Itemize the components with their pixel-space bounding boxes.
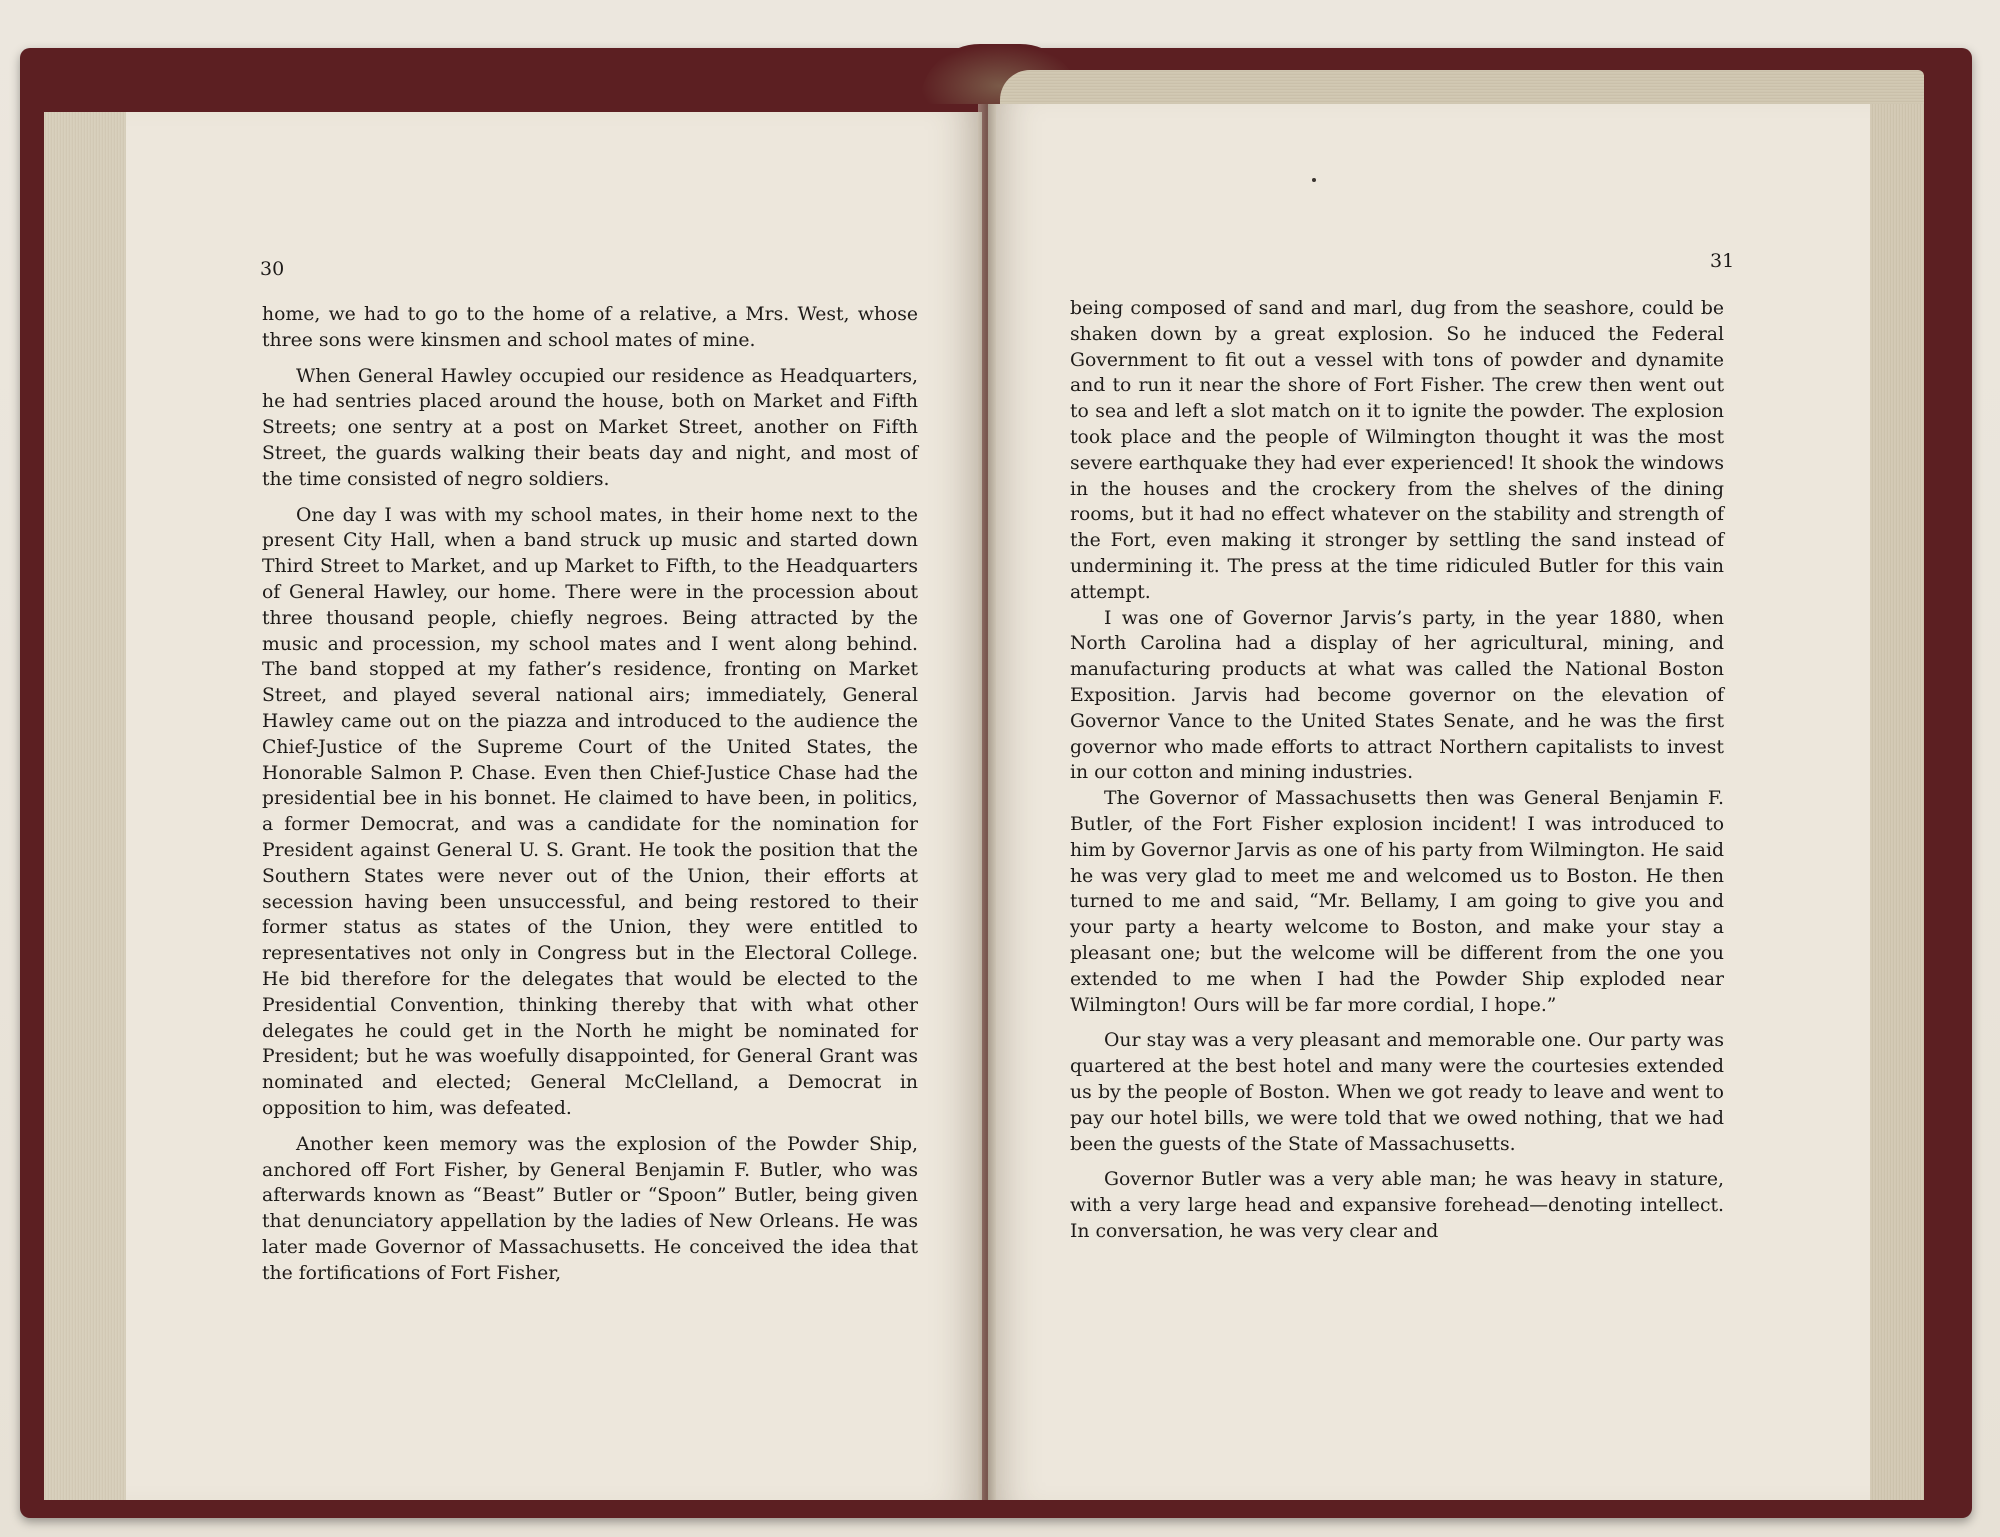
paragraph: Another keen memory was the explosion of the Powder Ship, anchored off Fort Fisher, by General Benjamin F. Butler, who was afterwards known as “Beast” Butler or “Spoon” Butler, being given that denunciatory appellation by the ladies of New Orleans. He was later made Governor of Massachusetts. He conceived the idea that the fortifications of Fort Fisher, bbox=[262, 1133, 918, 1284]
page-edges-right bbox=[1868, 104, 1924, 1500]
paragraph: Governor Butler was a very able man; he was heavy in stature, with a very large head and expansive forehead—denoting intellect. In conversation, he was very clear and bbox=[1070, 1169, 1724, 1242]
paragraph: The Governor of Massachusetts then was General Benjamin F. Butler, of the Fort Fisher explosion incident! I was introduced to him by Governor Jarvis as one of his party from Wilmington. He said he was very glad to meet me and welcomed us to Boston. He then turned to me and said, “Mr. Bellamy, I am going to give you and your party a hearty welcome to Boston, and make your stay a pleasant one; but the welcome will be different from the one you extended to me when I had the Powder Ship exploded near Wilmington! Ours will be far more cordial, I hope.” bbox=[1070, 788, 1724, 1016]
right-page bbox=[988, 104, 1870, 1500]
page-edges-left bbox=[44, 112, 134, 1500]
paragraph: being composed of sand and marl, dug from the seashore, could be shaken down by a great explosion. So he induced the Federal Government to fit out a vessel with tons of powder and dynamite and to run it near the shore of Fort Fisher. The crew then went out to sea and left a slot match on it to ignite the powder. The explosion took place and the people of Wilmington thought it was the most severe earthquake they had ever experienced! It shook the windows in the houses and the crockery from the shelves of the dining rooms, but it had no effect whatever on the stability and strength of the Fort, even making it stronger by settling the sand instead of undermining it. The press at the time ridiculed Butler for this vain attempt. bbox=[1070, 298, 1724, 603]
page-number-left: 30 bbox=[260, 258, 285, 280]
left-page-text bbox=[262, 302, 918, 1286]
right-page-text bbox=[1070, 296, 1724, 1245]
left-page bbox=[126, 112, 982, 1500]
paragraph: Our stay was a very pleasant and memorable one. Our party was quartered at the best hotel and many were the courtesies extended us by the people of Boston. When we got ready to leave and went to pay our hotel bills, we were told that we owed nothing, that we had been the guests of the State of Massachusetts. bbox=[1070, 1030, 1724, 1155]
paragraph: I was one of Governor Jarvis’s party, in the year 1880, when North Carolina had a display of her agricultural, mining, and manufacturing products at what was called the National Boston Exposition. Jarvis had become governor on the elevation of Governor Vance to the United States Senate, and he was the first governor who made efforts to attract Northern capitalists to invest in our cotton and mining industries. bbox=[1070, 607, 1724, 784]
paragraph: One day I was with my school mates, in their home next to the present City Hall, when a band struck up music and started down Third Street to Market, and up Market to Fifth, to the Headquarters of General Hawley, our home. There were in the procession about three thousand people, chiefly negroes. Being attracted by the music and procession, my school mates and I went along behind. The band stopped at my father’s residence, fronting on Market Street, and played several national airs; immediately, General Hawley came out on the piazza and introduced to the audience the Chief-Justice of the Supreme Court of the United States, the Honorable Salmon P. Chase. Even then Chief-Justice Chase had the presidential bee in his bonnet. He claimed to have been, in politics, a former Democrat, and was a candidate for the nomination for President against General U. S. Grant. He took the position that the Southern States were never out of the Union, their efforts at secession having been unsuccessful, and being restored to their former status as states of the Union, they were entitled to representatives not only in Congress but in the Electoral College. He bid therefore for the delegates that would be elected to the Presidential Convention, thinking thereby that with what other delegates he could get in the North he might be nominated for President; but he was woefully disappointed, for General Grant was nominated and elected; General McClelland, a Democrat in opposition to him, was defeated. bbox=[262, 504, 918, 1119]
book-gutter bbox=[978, 104, 996, 1500]
paragraph: home, we had to go to the home of a relative, a Mrs. West, whose three sons were kinsmen and school mates of mine. bbox=[262, 304, 918, 351]
page-number-right: 31 bbox=[1710, 250, 1735, 272]
paper-speck bbox=[1312, 178, 1316, 182]
paragraph: When General Hawley occupied our residence as Headquarters, he had sentries placed around the house, both on Market and Fifth Streets; one sentry at a post on Market Street, another on Fifth Street, the guards walking their beats day and night, and most of the time consisted of negro soldiers. bbox=[262, 365, 918, 490]
